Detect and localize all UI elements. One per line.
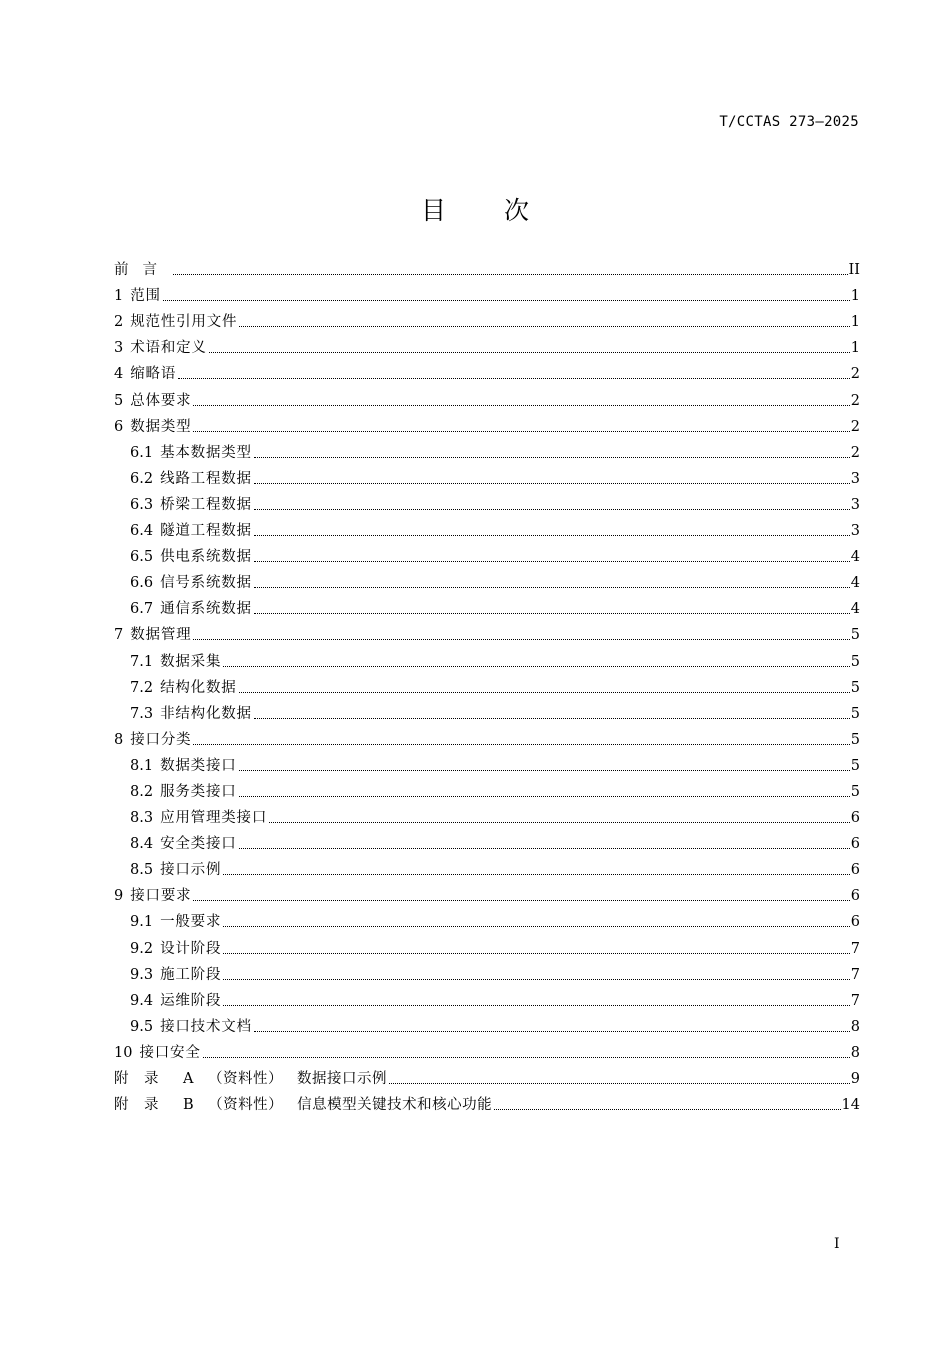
dot-leader	[223, 979, 850, 980]
toc-entry-label: 缩略语	[130, 366, 177, 383]
dot-leader	[163, 300, 850, 301]
toc-entry-page: 2	[850, 444, 860, 461]
toc-entry-label: 结构化数据	[160, 679, 237, 696]
dot-leader	[173, 274, 848, 275]
toc-entry-page: 4	[850, 601, 860, 618]
appendix-label-part: 信息模型关键技术和核心功能	[297, 1097, 493, 1114]
toc-title: 目次	[420, 196, 587, 225]
toc-entry-page: 5	[850, 653, 860, 670]
toc-entry-label: 接口分类	[130, 731, 192, 748]
toc-entry-label: 规范性引用文件	[130, 314, 238, 331]
dot-leader	[254, 535, 850, 536]
toc-entry-number: 9.2	[130, 940, 154, 957]
toc-entry-number: 7.3	[130, 705, 154, 722]
appendix-label-part: 附 录	[114, 1097, 159, 1114]
toc-entry-number: 6.6	[130, 575, 154, 592]
toc-entry-page: 5	[850, 757, 860, 774]
dot-leader	[239, 692, 850, 693]
dot-leader	[239, 326, 849, 327]
dot-leader	[223, 874, 850, 875]
toc-entry[interactable]	[114, 879, 860, 905]
toc-entry-label: 一般要求	[160, 914, 222, 931]
toc-entry[interactable]	[114, 1088, 860, 1114]
toc-entry-page: 2	[850, 392, 860, 409]
toc-entry-label: 数据类型	[130, 418, 192, 435]
toc-entry-number: 6.7	[130, 601, 154, 618]
toc-entry-number: 8	[114, 731, 124, 748]
toc-entry-page: 5	[850, 731, 860, 748]
toc-entry-label: 接口要求	[130, 888, 192, 905]
dot-leader	[203, 1057, 850, 1058]
toc-entry-label: 供电系统数据	[160, 549, 252, 566]
appendix-label-part: A	[183, 1071, 194, 1087]
toc-entry-number: 6.4	[130, 523, 154, 540]
toc-entry-page: 6	[850, 888, 860, 905]
toc-entry-page: 4	[850, 575, 860, 592]
toc-entry[interactable]	[114, 1062, 860, 1088]
toc-entry[interactable]	[114, 749, 860, 775]
toc-entry[interactable]	[114, 801, 860, 827]
toc-entry[interactable]	[114, 253, 860, 279]
toc-entry-number: 9	[114, 888, 124, 905]
toc-entry-label	[114, 1096, 492, 1114]
toc-entry-label: 应用管理类接口	[160, 810, 268, 827]
dot-leader	[223, 926, 850, 927]
toc-entry-number: 7	[114, 627, 124, 644]
dot-leader	[389, 1083, 850, 1084]
toc-entry-page: 1	[850, 314, 860, 331]
dot-leader	[254, 587, 850, 588]
toc-entry-page: 3	[850, 496, 860, 513]
toc-entry[interactable]	[114, 462, 860, 488]
toc-entry-page: 6	[850, 836, 860, 853]
toc-entry-number: 8.5	[130, 862, 154, 879]
toc-entry-label: 数据类接口	[160, 757, 237, 774]
toc-entry-page: 7	[850, 966, 860, 983]
toc-entry[interactable]	[114, 540, 860, 566]
toc-entry[interactable]	[114, 488, 860, 514]
toc-entry-page: 9	[850, 1071, 860, 1087]
toc-entry-number: 6	[114, 418, 124, 435]
toc-entry[interactable]	[114, 671, 860, 697]
toc-entry[interactable]	[114, 279, 860, 305]
dot-leader	[193, 639, 849, 640]
toc-entry[interactable]	[114, 514, 860, 540]
toc-entry-page: 5	[850, 627, 860, 644]
toc-entry[interactable]	[114, 827, 860, 853]
toc-entry-label: 前言	[114, 262, 171, 279]
toc-entry-label: 接口示例	[160, 862, 222, 879]
dot-leader	[254, 509, 850, 510]
toc-entry-number: 8.3	[130, 810, 154, 827]
toc-entry-label: 数据管理	[130, 627, 192, 644]
toc-entry-label: 接口技术文档	[160, 1018, 252, 1035]
dot-leader	[254, 718, 850, 719]
appendix-label-part: 数据接口示例	[296, 1071, 387, 1087]
toc-entry-number: 9.1	[130, 914, 154, 931]
toc-entry[interactable]	[114, 853, 860, 879]
toc-entry-number: 9.5	[130, 1018, 154, 1035]
dot-leader	[193, 405, 849, 406]
toc-entry-number: 4	[114, 366, 124, 383]
toc-entry-number: 9.3	[130, 966, 154, 983]
toc-entry-number: 1	[114, 288, 124, 305]
toc-entry-page: 1	[850, 288, 860, 305]
toc-entry-number: 7.1	[130, 653, 154, 670]
dot-leader	[254, 613, 850, 614]
toc-entry-number: 7.2	[130, 679, 154, 696]
toc-entry-label: 隧道工程数据	[160, 523, 252, 540]
toc-entry-page: 7	[850, 940, 860, 957]
toc-entry-page: 6	[850, 862, 860, 879]
toc-entry[interactable]	[114, 331, 860, 357]
toc-entry[interactable]	[114, 697, 860, 723]
document-code: T/CCTAS 273—2025	[719, 114, 859, 130]
appendix-label-part: （资料性）	[207, 1071, 283, 1087]
toc-entry-label: 非结构化数据	[160, 705, 252, 722]
dot-leader	[254, 561, 850, 562]
dot-leader	[223, 953, 850, 954]
dot-leader	[239, 848, 850, 849]
dot-leader	[193, 431, 849, 432]
toc-entry[interactable]	[114, 1036, 860, 1062]
toc-entry-page: 5	[850, 679, 860, 696]
toc-entry-page: 7	[850, 992, 860, 1009]
dot-leader	[178, 378, 850, 379]
toc-entry-number: 9.4	[130, 992, 154, 1009]
dot-leader	[494, 1109, 840, 1110]
toc-entry-page: 3	[850, 523, 860, 540]
toc-entry[interactable]	[114, 931, 860, 957]
toc-entry[interactable]	[114, 383, 860, 409]
toc-entry-page: 6	[850, 810, 860, 827]
toc-entry-label: 施工阶段	[160, 966, 222, 983]
toc-entry-label: 运维阶段	[160, 992, 222, 1009]
toc-entry[interactable]	[114, 958, 860, 984]
toc-entry[interactable]	[114, 566, 860, 592]
toc-entry-page: 14	[841, 1097, 860, 1114]
toc-entry-label: 总体要求	[130, 392, 192, 409]
toc-entry-label: 服务类接口	[160, 783, 237, 800]
page-number: I	[834, 1236, 840, 1252]
toc-entry[interactable]	[114, 775, 860, 801]
toc-entry-number: 2	[114, 314, 124, 331]
dot-leader	[223, 1005, 850, 1006]
toc-entry[interactable]	[114, 905, 860, 931]
toc-entry-label	[114, 1070, 387, 1088]
toc-entry-page: 8	[850, 1018, 860, 1035]
toc-entry-label: 信号系统数据	[160, 575, 252, 592]
dot-leader	[254, 457, 850, 458]
toc-entry-page: 8	[850, 1044, 860, 1061]
toc-entry-number: 5	[114, 392, 124, 409]
toc-entry-label: 接口安全	[139, 1044, 201, 1061]
toc-entry-page: II	[848, 262, 860, 279]
toc-entry-label: 桥梁工程数据	[160, 496, 252, 513]
toc-entry-label: 范围	[130, 288, 161, 305]
dot-leader	[239, 796, 850, 797]
toc-entry-number: 6.1	[130, 444, 154, 461]
toc-entry-number: 8.2	[130, 783, 154, 800]
toc-entry-page: 4	[850, 549, 860, 566]
toc-entry-page: 3	[850, 470, 860, 487]
dot-leader	[254, 483, 850, 484]
toc-entry-label: 设计阶段	[160, 940, 222, 957]
toc-entry[interactable]	[114, 984, 860, 1010]
appendix-label-part: （资料性）	[208, 1097, 284, 1114]
toc-entry-number: 6.3	[130, 496, 154, 513]
toc-entry-number: 3	[114, 340, 124, 357]
toc-entry-page: 2	[850, 366, 860, 383]
toc-entry[interactable]	[114, 644, 860, 670]
dot-leader	[223, 666, 850, 667]
toc-entry-label: 线路工程数据	[160, 470, 252, 487]
toc-entry-number: 8.1	[130, 757, 154, 774]
dot-leader	[193, 900, 849, 901]
toc-entry-page: 2	[850, 418, 860, 435]
toc-entry[interactable]	[114, 305, 860, 331]
toc-entry-page: 6	[850, 914, 860, 931]
toc-entry-label: 数据采集	[160, 653, 222, 670]
toc-entry-label: 基本数据类型	[160, 444, 252, 461]
toc-entry[interactable]	[114, 592, 860, 618]
appendix-label-part: 附 录	[114, 1071, 159, 1087]
toc-entry-page: 5	[850, 705, 860, 722]
toc-entry-page: 5	[850, 783, 860, 800]
toc-entry-number: 6.2	[130, 470, 154, 487]
dot-leader	[254, 1031, 850, 1032]
table-of-contents	[114, 253, 860, 1114]
toc-entry[interactable]	[114, 410, 860, 436]
toc-entry[interactable]	[114, 618, 860, 644]
dot-leader	[193, 744, 849, 745]
toc-entry[interactable]	[114, 357, 860, 383]
toc-entry-label: 术语和定义	[130, 340, 207, 357]
toc-entry-number: 8.4	[130, 836, 154, 853]
dot-leader	[239, 770, 850, 771]
appendix-label-part: B	[183, 1097, 195, 1114]
toc-entry-number: 6.5	[130, 549, 154, 566]
toc-entry-label: 安全类接口	[160, 836, 237, 853]
toc-entry[interactable]	[114, 723, 860, 749]
dot-leader	[209, 352, 850, 353]
toc-entry[interactable]	[114, 1010, 860, 1036]
toc-entry-page: 1	[850, 340, 860, 357]
dot-leader	[269, 822, 850, 823]
toc-entry[interactable]	[114, 436, 860, 462]
toc-entry-label: 通信系统数据	[160, 601, 252, 618]
toc-entry-number: 10	[114, 1044, 133, 1061]
